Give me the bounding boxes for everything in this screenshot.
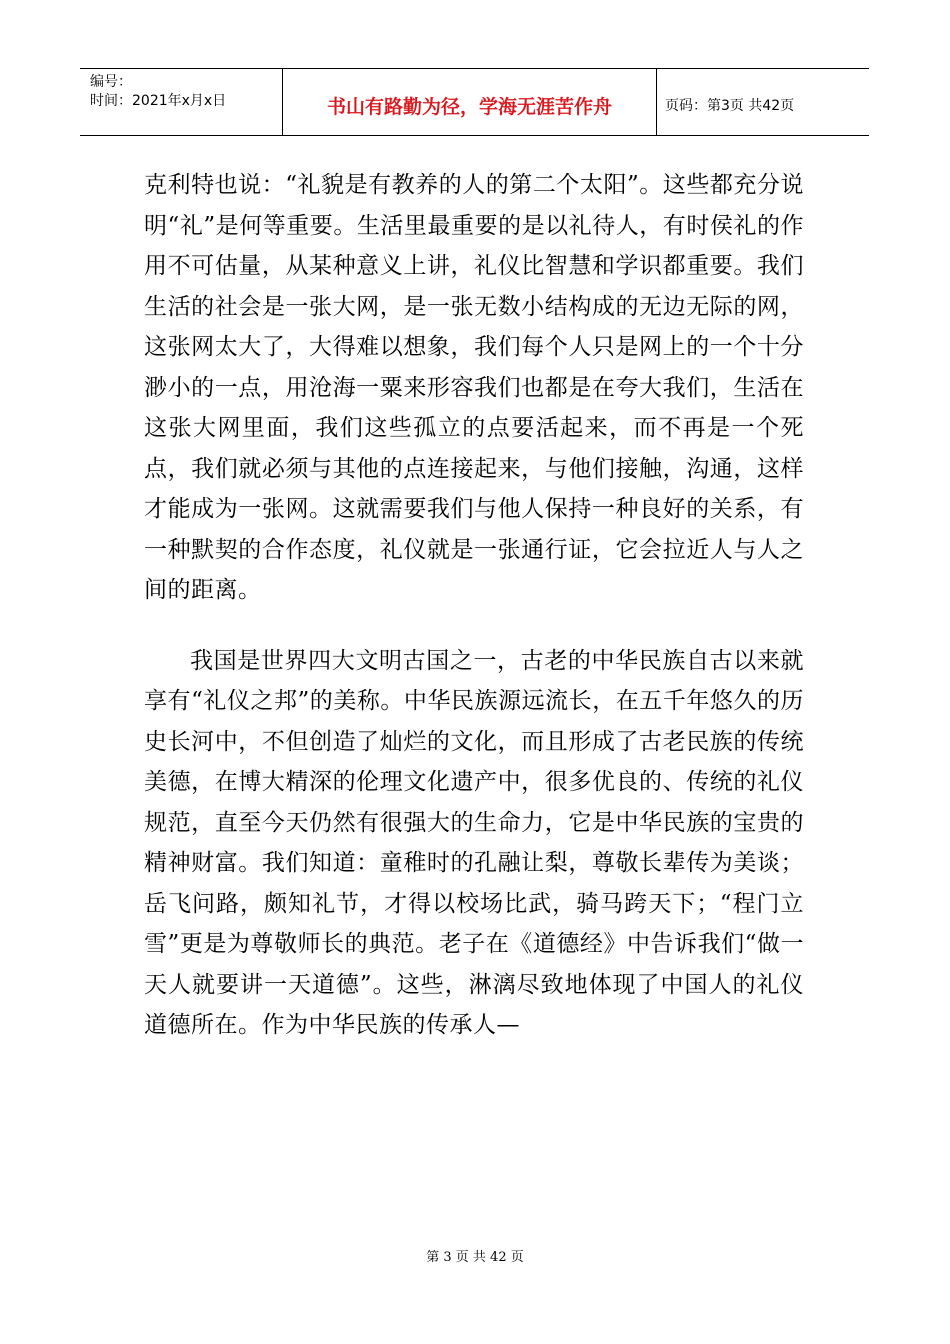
header-meta <box>80 69 283 135</box>
paragraph-2: 我国是世界四大文明古国之一，古老的中华民族自古以来就享有“礼仪之邦”的美称。中华民族源远流长，在五千年悠久的历史长河中，不但创造了灿烂的文化，而且形成了古老民族的传统美德，在博大精深的伦理文化遗产中，很多优良的、传统的礼仪规范，直至今天仍然有很强大的生命力，它是中华民族的宝贵的精神财富。我们知道：童稚时的孔融让梨，尊敬长辈传为美谈；岳飞问路，颇知礼节，才得以校场比武，骑马跨天下；“程门立雪”更是为尊敬师长的典范。老子在《道德经》中告诉我们“做一天人就要讲一天道德”。这些，淋漓尽致地体现了中国人的礼仪道德所在。作为中华民族的传承人— <box>144 647 804 1038</box>
page-footer: 第 3 页 共 42 页 <box>426 1250 524 1265</box>
header-motto: 书山有路勤为径，学海无涯苦作舟 <box>283 69 657 135</box>
number-label: 编号： <box>90 74 132 90</box>
document-body <box>144 165 804 1046</box>
header-page-code: 页码：第3页 共42页 <box>665 98 795 114</box>
page-header <box>80 68 869 136</box>
time-label: 时间：2021年x月x日 <box>90 93 227 109</box>
paragraph-1: 克利特也说：“礼貌是有教养的人的第二个太阳”。这些都充分说明“礼”是何等重要。生活里最重要的是以礼待人，有时侯礼的作用不可估量，从某种意义上讲，礼仪比智慧和学识都重要。我们生活的社会是一张大网，是一张无数小结构成的无边无际的网，这张网太大了，大得难以想象，我们每个人只是网上的一个十分渺小的一点，用沧海一粟来形容我们也都是在夸大我们，生活在这张大网里面，我们这些孤立的点要活起来，而不再是一个死点，我们就必须与其他的点连接起来，与他们接触，沟通，这样才能成为一张网。这就需要我们与他人保持一种良好的关系，有一种默契的合作态度，礼仪就是一张通行证，它会拉近人与人之间的距离。 <box>144 172 804 603</box>
